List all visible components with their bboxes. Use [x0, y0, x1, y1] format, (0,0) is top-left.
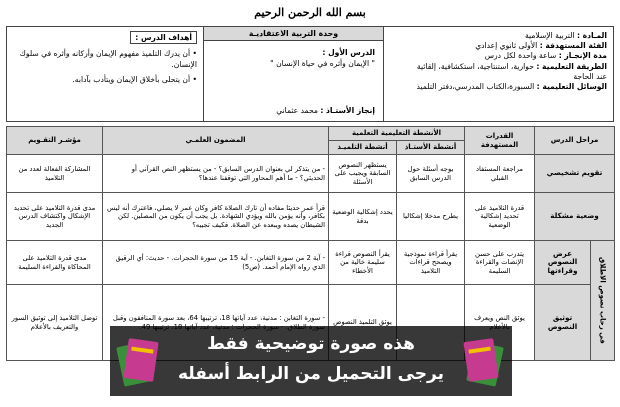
- unit-title: وحدة التربية الاعتقاديـة: [204, 27, 383, 41]
- ability-cell: يتدرب على حسن الإنصات والقراءة السليمة: [465, 241, 535, 285]
- header-evaluation: مؤشـر التقـويم: [7, 127, 103, 155]
- header-block: [6, 26, 614, 122]
- goals-column: [7, 27, 203, 121]
- student-cell: يستظهر النصوص السابقة ويجيب على الأسئلة: [329, 155, 397, 193]
- stage-cell: تقويم تشخيصي: [535, 155, 615, 193]
- header-activities: الأنشطة التعليمية التعلمية: [329, 127, 465, 141]
- lesson-box: [204, 41, 383, 75]
- teacher-label: إنجاز الأستـاذ :: [320, 106, 375, 115]
- table-row: [7, 193, 615, 241]
- unit-column: [203, 27, 383, 121]
- stage-cell: توثيق النصوص: [535, 285, 591, 361]
- table-row: [7, 241, 615, 285]
- info-duration: مدة الإنجـاز : ساعة واحدة لكل درس: [484, 51, 607, 61]
- info-subject: المـادة : التربية الإسلامية: [524, 31, 607, 40]
- teacher-cell: يقرأ قراءة نموذجية ويصحح قراءات التلاميذ: [397, 241, 465, 285]
- banner-line-1: هذه صورة توضيحية فقط: [207, 334, 415, 354]
- basmala: بسم الله الرحمن الرحيم: [254, 6, 366, 19]
- header-content: المضمون العلمـي: [103, 127, 329, 155]
- table-row: [7, 155, 615, 193]
- side-label: في رحاب نصوص الاطلاق: [591, 241, 615, 361]
- goals-title: أهداف الدرس :: [130, 31, 197, 44]
- teacher-cell: يطرح مدخلا إشكاليا: [397, 193, 465, 241]
- stage-cell: وضعية مشكلة: [535, 193, 615, 241]
- evaluation-cell: توصل التلاميذ إلى توثيق السور والتعريف بالأعلام: [7, 285, 103, 361]
- evaluation-cell: مدى قدرة التلاميذ على المحاكاة والقراءة السليمة: [7, 241, 103, 285]
- teacher-line: [276, 106, 375, 115]
- ability-cell: قدرة التلاميذ على تحديد إشكالية الوضعية: [465, 193, 535, 241]
- teacher-name: محمد عثماني: [276, 106, 318, 115]
- student-cell: يقرأ النصوص قراءة سليمة خالية من الأخطاء: [329, 241, 397, 285]
- ability-cell: مراجعة المستفاد القبلي: [465, 155, 535, 193]
- header-stages: مراحل الدرس: [535, 127, 615, 155]
- header-student-activities: أنشطة التلميـذ: [329, 141, 397, 155]
- goal-item: • أن يدرك التلميذ مفهوم الإيمان وأركانه وأثره في سلوك الإنسان.: [19, 49, 197, 69]
- ability-cell: يوثق النص ويعرف: [465, 285, 535, 361]
- content-cell: - من يتذكر لي بعنوان الدرس السابق؟ - من يستظهر النص القرآني أو الحديثي؟ - ما أهم المحاور التي توقفنا عندها؟: [103, 155, 329, 193]
- lesson-title: " الإيمان وأثره في حياة الإنسان ": [270, 59, 375, 68]
- content-cell: - آية 2 من سورة التغابن. - آية 15 من سورة الحجرات. - حديث: أي الرقيق الذي رواه الإمام أحمد. (ص5): [103, 241, 329, 285]
- student-cell: يحدد إشكالية الوضعية بدقة: [329, 193, 397, 241]
- content-cell: - سورة التغابن : مدنية، عدد آياتها 18، ترتيبها 64، بعد سورة المنافقون وقبل: [103, 285, 329, 361]
- header-abilities: القدرات المستهدفة: [465, 127, 535, 155]
- info-method-cont: عند الحاجة: [573, 71, 607, 81]
- info-tools: الوسائل التعليمية : السبورة،الكتاب المدرسي،دفتر التلميذ: [416, 82, 607, 92]
- goal-item: • أن يتحلى بأخلاق الإيمان ويتأدب بآدابه.: [72, 75, 197, 84]
- watermark-banner: [110, 326, 512, 396]
- teacher-cell: يوجه أسئلة حول الدرس السابق: [397, 155, 465, 193]
- evaluation-cell: مدى قدرة التلاميذ على تحديد الإشكال واكتشاف الدرس الجديد: [7, 193, 103, 241]
- book-icon: [462, 334, 506, 390]
- content-cell: قرأ عمر حديثا مفاده أن تارك الصلاة كافر وكان عمر لا يصلي، فاعترك أنه ليس بكافر، وأنه يؤمن بالله ويؤدي الشهادة. بل يجب أن يكون من المصلين. لكن الشيطان يصده ويبعده عن الصلاة. فكيف تجيبه؟: [103, 193, 329, 241]
- evaluation-cell: المشاركة الفعالة لعدد من التلاميذ: [7, 155, 103, 193]
- header-teacher-activities: أنشطة الأستـاذ: [397, 141, 465, 155]
- banner-line-2: يرجى التحميل من الرابط أسفله: [177, 364, 445, 384]
- lesson-label: الدرس الأول :: [322, 48, 375, 57]
- lesson-info: [383, 27, 613, 121]
- info-target: الفئة المستهدفة : الأولى ثانوي إعدادي: [475, 41, 607, 51]
- stage-cell: عرض النصوص وقراءتها: [535, 241, 591, 285]
- info-method: الطريقة التعليمية : حوارية، استنتاجية، استكشافية، إلقائية: [416, 61, 607, 71]
- student-cell: يوثق التلميذ النصوص: [329, 285, 397, 361]
